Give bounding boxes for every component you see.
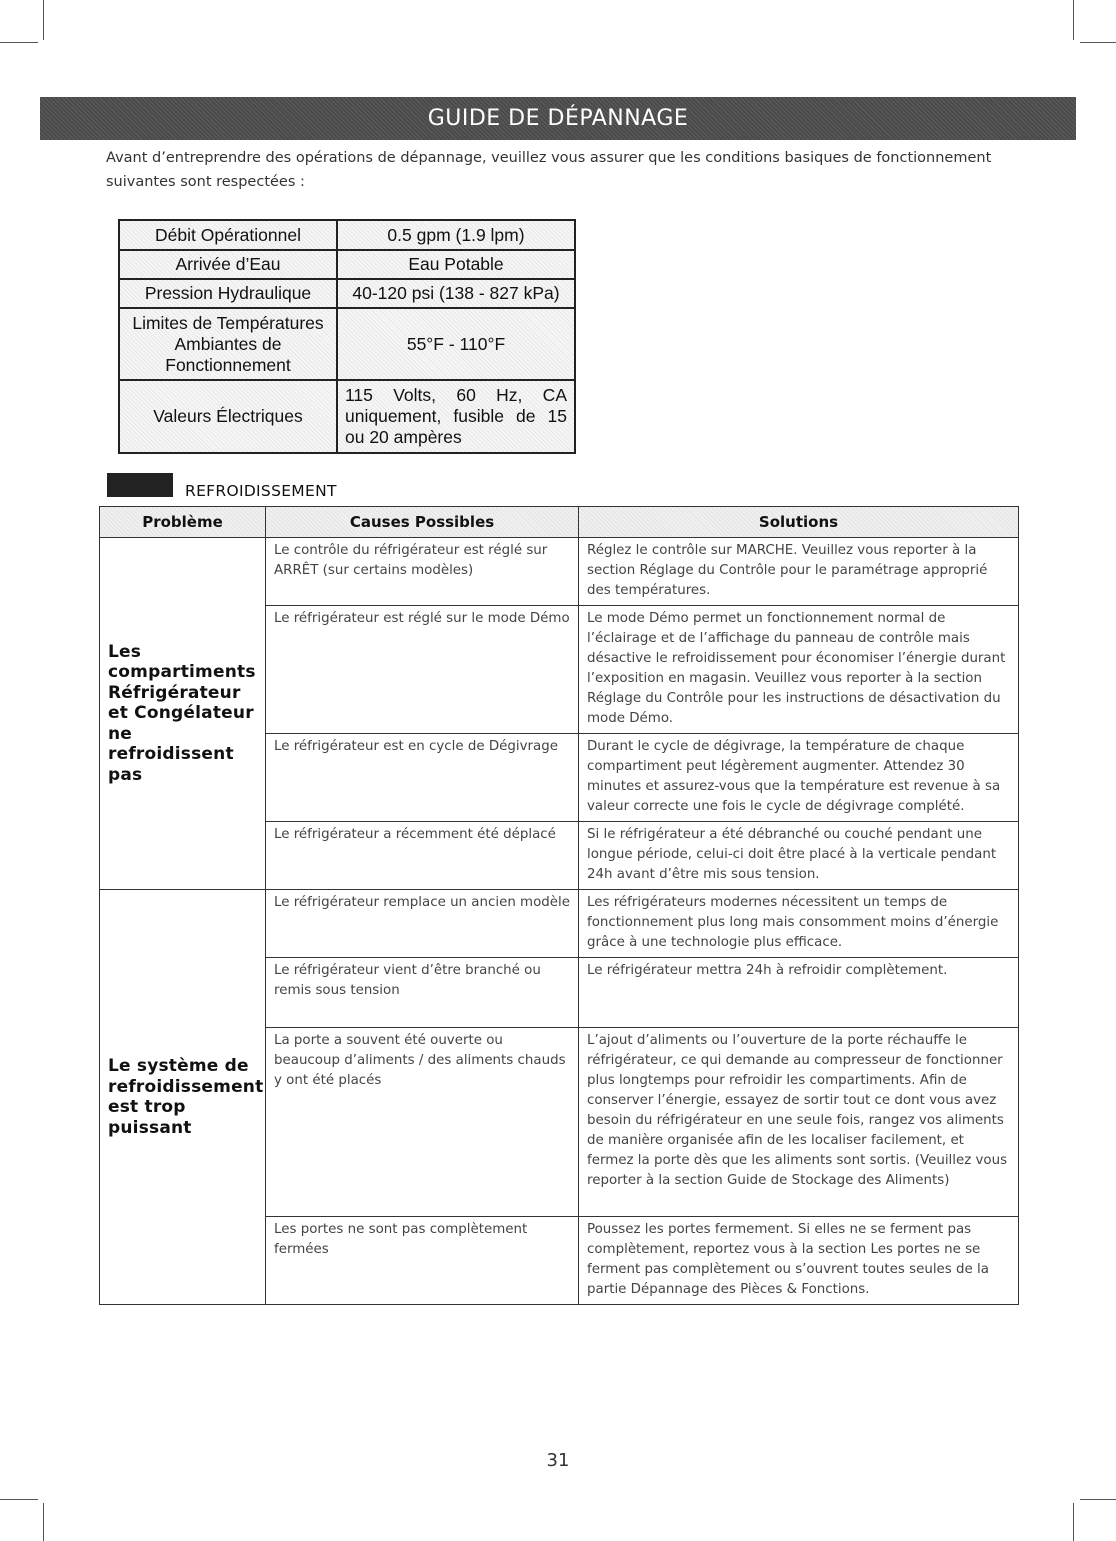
- crop-mark-top-left-v: [43, 0, 44, 40]
- conditions-row: [119, 308, 575, 380]
- crop-mark-bottom-right-v: [1073, 1503, 1074, 1541]
- page-number: 31: [546, 1450, 570, 1471]
- solution-cell: Les réfrigérateurs modernes nécessitent un temps de fonctionnement plus long mais consomment moins d’énergie grâce à une technologie plus efficace.: [579, 890, 1019, 958]
- cause-cell: La porte a souvent été ouverte ou beaucoup d’aliments / des aliments chauds y ont été placés: [266, 1028, 579, 1217]
- condition-label: Pression Hydraulique: [119, 279, 337, 308]
- crop-mark-bottom-right-h: [1080, 1499, 1116, 1500]
- section-marker: [107, 473, 173, 497]
- section-title: REFROIDISSEMENT: [185, 482, 337, 500]
- condition-label: Arrivée d’Eau: [119, 250, 337, 279]
- crop-mark-bottom-left-v: [43, 1503, 44, 1541]
- conditions-row: [119, 220, 575, 250]
- problem-cell: Le système de refroidissement est trop puissant: [100, 890, 266, 1305]
- conditions-row: [119, 279, 575, 308]
- condition-value: 40-120 psi (138 - 827 kPa): [337, 279, 575, 308]
- conditions-row: [119, 250, 575, 279]
- solution-cell: Réglez le contrôle sur MARCHE. Veuillez vous reporter à la section Réglage du Contrôle pour le paramétrage approprié des températures.: [579, 538, 1019, 606]
- table-header-row: [100, 507, 1019, 538]
- crop-mark-top-left-h: [0, 42, 38, 43]
- cause-cell: Le réfrigérateur est en cycle de Dégivrage: [266, 734, 579, 822]
- column-header-solutions: Solutions: [579, 507, 1019, 538]
- cause-cell: Le réfrigérateur vient d’être branché ou remis sous tension: [266, 958, 579, 1028]
- condition-label: Débit Opérationnel: [119, 220, 337, 250]
- condition-label: Limites de Températures Ambiantes de Fonctionnement: [119, 308, 337, 380]
- solution-cell: Durant le cycle de dégivrage, la température de chaque compartiment peut légèrement augmenter. Attendez 30 minutes et assurez-vous que la température est revenue à sa valeur correcte une fois le cycle de dégivrage complété.: [579, 734, 1019, 822]
- solution-cell: Si le réfrigérateur a été débranché ou couché pendant une longue période, celui-ci doit être placé à la verticale pendant 24h avant d’être mis sous tension.: [579, 822, 1019, 890]
- condition-value: 0.5 gpm (1.9 lpm): [337, 220, 575, 250]
- crop-mark-top-right-h: [1080, 42, 1116, 43]
- solution-cell: Le mode Démo permet un fonctionnement normal de l’éclairage et de l’affichage du panneau de contrôle mais désactive le refroidissement pour économiser l’énergie durant l’exposition en magasin. Veuillez vous reporter à la section Réglage du Contrôle pour les instructions de désactivation du mode Démo.: [579, 606, 1019, 734]
- cause-cell: Le réfrigérateur remplace un ancien modèle: [266, 890, 579, 958]
- crop-mark-bottom-left-h: [0, 1499, 38, 1500]
- troubleshooting-table: [99, 506, 1019, 1305]
- operating-conditions-table: [118, 219, 576, 454]
- table-row: [100, 538, 1019, 606]
- crop-mark-top-right-v: [1073, 0, 1074, 40]
- cause-cell: Le réfrigérateur est réglé sur le mode Démo: [266, 606, 579, 734]
- intro-paragraph: Avant d’entreprendre des opérations de dépannage, veuillez vous assurer que les conditions basiques de fonctionnement suivantes sont respectées :: [106, 150, 992, 190]
- condition-label: Valeurs Électriques: [119, 380, 337, 453]
- condition-value: 115 Volts, 60 Hz, CA uniquement, fusible de 15 ou 20 ampères: [337, 380, 575, 453]
- cause-cell: Le réfrigérateur a récemment été déplacé: [266, 822, 579, 890]
- page-header-banner: [40, 97, 1076, 140]
- problem-cell: Les compartiments Réfrigérateur et Congélateur ne refroidissent pas: [100, 538, 266, 890]
- column-header-problem: Problème: [100, 507, 266, 538]
- table-row: [100, 890, 1019, 958]
- cause-cell: Les portes ne sont pas complètement fermées: [266, 1217, 579, 1305]
- solution-cell: L’ajout d’aliments ou l’ouverture de la porte réchauffe le réfrigérateur, ce qui demande au compresseur de fonctionner plus longtemps pour refroidir les compartiments. Afin de conserver l’énergie, essayez de sortir tout ce dont vous avez besoin du réfrigérateur en une seule fois, rangez vos aliments de manière organisée afin de les localiser facilement, et fermez la porte dès que les aliments sont sortis. (Veuillez vous reporter à la section Guide de Stockage des Aliments): [579, 1028, 1019, 1217]
- solution-cell: Le réfrigérateur mettra 24h à refroidir complètement.: [579, 958, 1019, 1028]
- solution-cell: Poussez les portes fermement. Si elles ne se ferment pas complètement, reportez vous à la section Les portes ne se ferment pas complètement ou s’ouvrent toutes seules de la partie Dépannage des Pièces & Fonctions.: [579, 1217, 1019, 1305]
- page-title: GUIDE DE DÉPANNAGE: [427, 106, 689, 131]
- cause-cell: Le contrôle du réfrigérateur est réglé sur ARRÊT (sur certains modèles): [266, 538, 579, 606]
- condition-value: Eau Potable: [337, 250, 575, 279]
- condition-value: 55°F - 110°F: [337, 308, 575, 380]
- conditions-row: [119, 380, 575, 453]
- column-header-causes: Causes Possibles: [266, 507, 579, 538]
